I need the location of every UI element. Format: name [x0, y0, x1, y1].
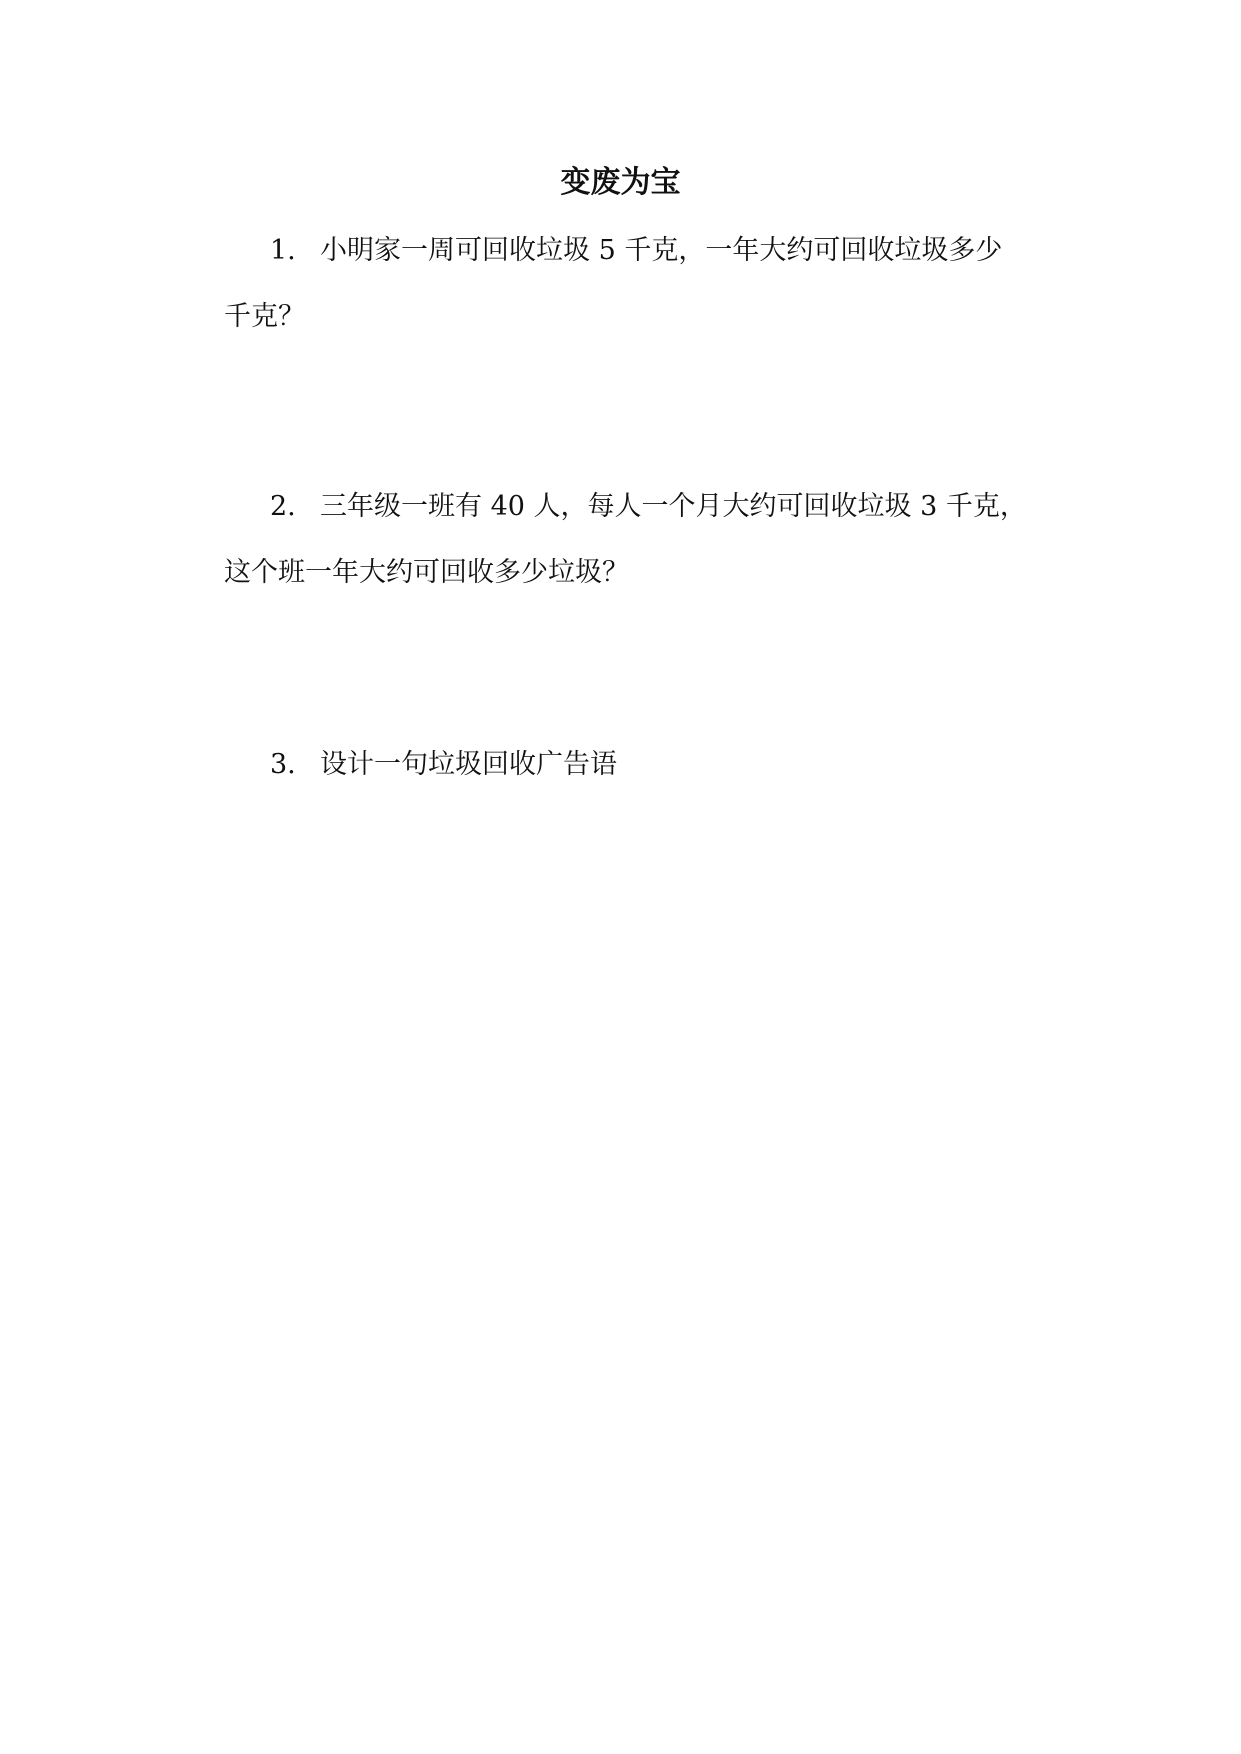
question-2-text-line1: 三年级一班有 40 人，每人一个月大约可回收垃圾 3 千克， — [320, 491, 1027, 522]
question-1 — [224, 218, 1054, 350]
question-2-number: 2. — [270, 491, 296, 522]
question-2-first-line — [224, 474, 1054, 540]
question-3 — [224, 732, 1054, 798]
question-2-text-line2: 这个班一年大约可回收多少垃圾？ — [224, 557, 629, 588]
question-1-number: 1. — [270, 235, 296, 266]
question-1-text-line2: 千克？ — [224, 301, 305, 332]
question-3-text-line1: 设计一句垃圾回收广告语 — [320, 749, 617, 780]
question-1-first-line — [224, 218, 1054, 284]
question-3-first-line — [224, 732, 1054, 798]
question-3-number: 3. — [270, 749, 296, 780]
question-1-text-line1: 小明家一周可回收垃圾 5 千克，一年大约可回收垃圾多少 — [320, 235, 1003, 266]
question-2 — [224, 474, 1054, 606]
page-title: 变废为宝 — [560, 165, 681, 200]
